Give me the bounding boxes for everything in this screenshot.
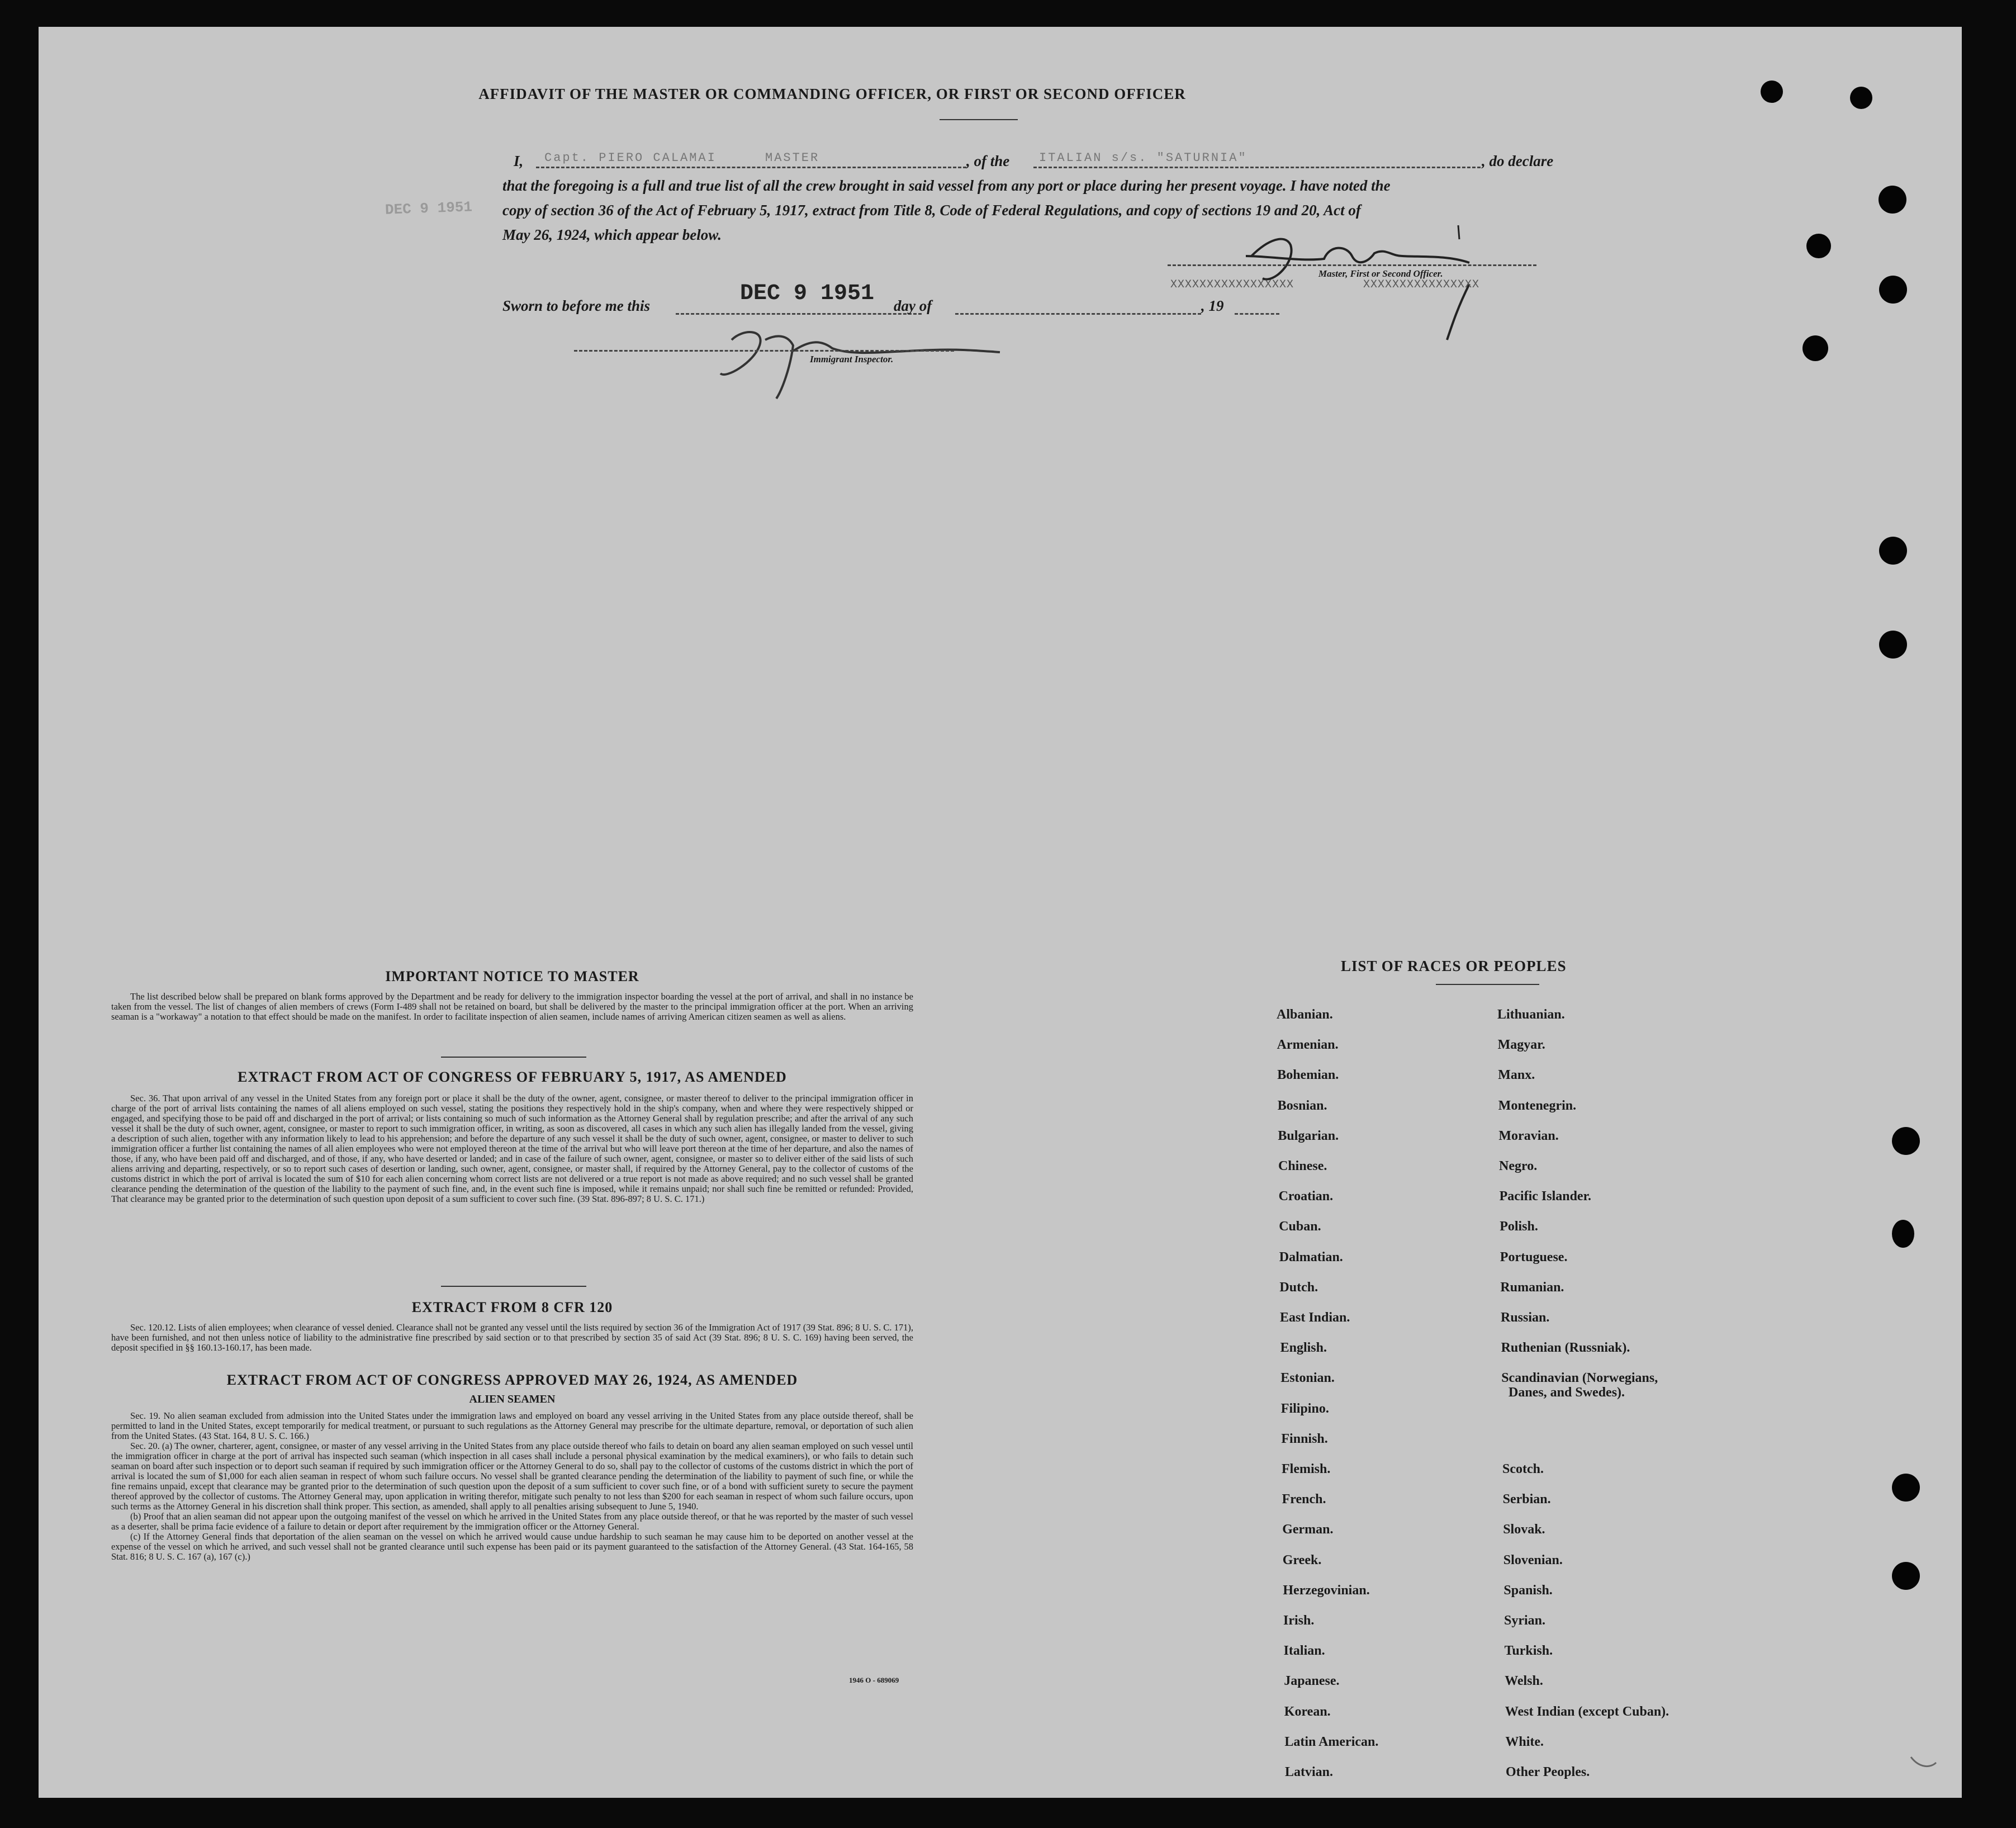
extract-cfr-body xyxy=(111,1323,913,1353)
notice-body xyxy=(111,992,913,1022)
race-item: Welsh. xyxy=(1505,1674,1543,1689)
sec-20a-paragraph: Sec. 20. (a) The owner, charterer, agent, consignee, or master of any vessel arriving in the United States from any place outside thereof who fails to detain on board any alien seaman employed on such vessel until the immigration officer in charge at the port of arrival has inspected such seaman (which inspection in all cases shall include a personal physical examination by the medical examiners), or who fails to detain such seaman on board after such inspection or to deport such seaman if required by such immigration officer or the Attorney General to do so, shall pay to the collector of customs of the customs district in which the port of arrival is located the sum of $1,000 for each alien seaman in respect of whom such failure occurs. No vessel shall be granted clearance pending the determination of the liability to payment of such fine, or while the fine remains unpaid, except that clearance may be granted prior to the determination of such question upon the deposit of a sum sufficient to cover such fine, or of a bond with sufficient surety to secure the payment thereof approved by the collector of customs. The Attorney General may, upon application in writing therefor, mitigate such penalty to not less than $200 for each seaman in respect of whom such failure occurs, upon such terms as the Attorney General in his discretion shall think proper. This section, as amended, shall apply to all penalties arising subsequent to June 5, 1940. xyxy=(111,1441,913,1512)
race-item: Bosnian. xyxy=(1277,1098,1327,1113)
race-item: Portuguese. xyxy=(1500,1249,1568,1265)
race-item: Scotch. xyxy=(1502,1462,1544,1476)
race-item: Polish. xyxy=(1500,1219,1538,1234)
extract-1917-body xyxy=(111,1093,913,1204)
race-item: Slovenian. xyxy=(1503,1552,1563,1567)
binder-hole xyxy=(1892,1220,1914,1248)
binder-hole xyxy=(1892,1474,1920,1502)
notice-title: IMPORTANT NOTICE TO MASTER xyxy=(385,968,639,984)
line1-middle: , of the xyxy=(966,153,1010,169)
race-item: Turkish. xyxy=(1504,1644,1553,1659)
race-item: Manx. xyxy=(1498,1068,1535,1083)
faint-date-stamp: DEC 9 1951 xyxy=(385,198,473,219)
race-item: Pacific Islander. xyxy=(1499,1189,1592,1204)
race-item: Dutch. xyxy=(1279,1280,1318,1295)
binder-hole xyxy=(1892,1127,1920,1155)
master-caption: Master, First or Second Officer. xyxy=(1318,268,1443,279)
binder-hole xyxy=(1806,234,1831,258)
affidavit-line2: that the foregoing is a full and true list of all the crew brought in said vessel from any port or place during her present voyage. I have noted the xyxy=(502,177,1391,194)
affidavit-line4: May 26, 1924, which appear below. xyxy=(502,226,722,243)
sec-19-paragraph: Sec. 19. No alien seaman excluded from admission into the United States under the immigration laws and employed on board any vessel arriving in the United States from any place outside thereof, shall be permitted to land in the United States, except temporarily for medical treatment, or pursuant to such regulations as the Attorney General may prescribe for the ultimate departure, removal, or deportation of such alien from the United States. (43 Stat. 164, 8 U. S. C. 166.) xyxy=(111,1410,913,1441)
sworn-date-line xyxy=(676,313,922,315)
race-item: English. xyxy=(1280,1341,1327,1356)
year-prefix: , 19 xyxy=(1201,297,1224,314)
race-item: Dalmatian. xyxy=(1279,1249,1343,1265)
race-item: Flemish. xyxy=(1282,1462,1331,1476)
race-item: Lithuanian. xyxy=(1497,1007,1565,1022)
race-item: Albanian. xyxy=(1277,1007,1333,1022)
extract-cfr-paragraph: Sec. 120.12. Lists of alien employees; when clearance of vessel denied. Clearance shall not be granted any vessel until the lists required by section 36 of the Immigration Act of 1917 (39 Stat. 896; 8 U. S. C. 171), have been furnished, and not then unless notice of liability to the administrative fine prescribed by said section or to that prescribed by section 35 of said Act (39 Stat. 896; 8 U. S. C. 169) having been served, the deposit specified in §§ 160.13-160.17, has been made. xyxy=(111,1322,913,1353)
extract-1924-subtitle: ALIEN SEAMEN xyxy=(469,1393,556,1405)
race-item: Bulgarian. xyxy=(1278,1128,1339,1143)
document-page xyxy=(39,27,1962,1798)
print-code: 1946 O - 689069 xyxy=(849,1676,899,1684)
race-item: Moravian. xyxy=(1498,1128,1559,1143)
race-item: French. xyxy=(1282,1492,1326,1507)
race-item: Serbian. xyxy=(1502,1492,1551,1507)
binder-hole xyxy=(1761,80,1783,103)
extract-cfr-title: EXTRACT FROM 8 CFR 120 xyxy=(411,1299,613,1315)
extract-1917-paragraph: Sec. 36. That upon arrival of any vessel in the United States from any foreign port or place it shall be the duty of the owner, agent, consignee, or master thereof to deliver to the principal immigration officer in charge of the port of arrival lists containing the names of all aliens employed on such vessel, stating the positions they respectively hold in the ship's company, when and where they were respectively shipped or engaged, and specifying those to be paid off and discharged in the port of arrival; or lists containing so much of such information as the Attorney General shall by regulation prescribe; and after the arrival of any such vessel it shall be the duty of such owner, agent, consignee, or master to report to such immigration officer, in writing, as soon as discovered, all cases in which any such alien has illegally landed from the vessel, giving a description of such alien, together with any information likely to lead to his apprehension; and before the departure of any such vessel it shall be the duty of such owner, agent, consignee, or master to deliver to such immigration officer a further list containing the names of all alien employees who were not employed thereon at the time of the arrival but who will leave port thereon at the time of her departure, and also the names of those, if any, who have been paid off and discharged, and of those, if any, who have deserted or landed; and in case of the failure of such owner, agent, consignee, or master so to deliver either of the said lists of such aliens arriving and departing, respectively, or so to report such cases of desertion or landing, such owner, agent, consignee, or master shall, if required by the Attorney General, pay to the collector of customs of the customs district in which the port of arrival is located the sum of $10 for each alien concerning whom correct lists are not delivered or a true report is not made as above required; and no such vessel shall be granted clearance pending the determination of the question of the liability to the payment of such fine, and, in the event such fine is imposed, while it remains unpaid; nor shall such fine be remitted or refunded: Provided, That clearance may be granted prior to the determination of such question upon deposit of a sum sufficient to cover such fine. (39 Stat. 896-897; 8 U. S. C. 171.) xyxy=(111,1093,913,1204)
line1-prefix: I, xyxy=(514,153,524,169)
year-line xyxy=(1235,313,1279,315)
officer-rank: MASTER xyxy=(765,151,820,165)
race-item: Ruthenian (Russniak). xyxy=(1501,1341,1630,1356)
race-item: Estonian. xyxy=(1280,1371,1335,1386)
race-item: German. xyxy=(1282,1522,1334,1537)
race-item: Syrian. xyxy=(1504,1613,1546,1628)
race-item: Greek. xyxy=(1282,1552,1322,1567)
race-item: Latin American. xyxy=(1284,1734,1379,1749)
race-item: Negro. xyxy=(1499,1159,1538,1173)
extract-1924-title: EXTRACT FROM ACT OF CONGRESS APPROVED MAY 26, 1924, AS AMENDED xyxy=(226,1372,798,1388)
sec-20c-paragraph: (c) If the Attorney General finds that deportation of the alien seaman on the vessel on which he arrived would cause undue hardship to such seaman he may cause him to be deported on another vessel at the expense of the vessel on which he arrived, and such vessel shall not be granted clearance until such expense has been paid or its payment guaranteed to the satisfaction of the Attorney General. (43 Stat. 164-165, 58 Stat. 816; 8 U. S. C. 167 (a), 167 (c).) xyxy=(111,1531,913,1562)
title-rule xyxy=(940,119,1018,120)
race-item: Montenegrin. xyxy=(1498,1098,1577,1113)
affidavit-title: AFFIDAVIT OF THE MASTER OR COMMANDING OFFICER, OR FIRST OR SECOND OFFICER xyxy=(478,86,1186,102)
xx-left: XXXXXXXXXXXXXXXXX xyxy=(1170,278,1294,291)
binder-hole xyxy=(1802,335,1828,361)
races-rule xyxy=(1436,984,1539,985)
race-item: Cuban. xyxy=(1279,1219,1321,1234)
race-item: Filipino. xyxy=(1280,1401,1329,1416)
binder-hole xyxy=(1879,276,1907,304)
line1-suffix: , do declare xyxy=(1482,153,1554,169)
officer-line xyxy=(536,167,966,168)
extract-1924-body xyxy=(111,1411,913,1562)
race-item: Finnish. xyxy=(1281,1431,1328,1446)
race-item: Japanese. xyxy=(1284,1674,1340,1689)
binder-hole xyxy=(1879,631,1907,659)
race-item: East Indian. xyxy=(1280,1310,1350,1325)
race-item: Korean. xyxy=(1284,1704,1331,1719)
race-item: Irish. xyxy=(1283,1613,1315,1628)
notice-rule xyxy=(441,1057,586,1058)
race-item: Armenian. xyxy=(1277,1038,1339,1053)
binder-hole xyxy=(1879,537,1907,565)
race-item: Magyar. xyxy=(1497,1038,1545,1053)
binder-hole xyxy=(1892,1562,1920,1590)
month-line xyxy=(955,313,1201,315)
race-item: Croatian. xyxy=(1278,1189,1334,1204)
sec-20b-paragraph: (b) Proof that an alien seaman did not appear upon the outgoing manifest of the vessel on which he arrived in the United States from any place outside thereof, or that he was reported by the master of such vessel as a deserter, shall be prima facie evidence of a failure to detain or deport after requirement by the immigration officer or the Attorney General. xyxy=(111,1511,913,1532)
race-item: Danes, and Swedes). xyxy=(1509,1385,1625,1400)
race-item: Rumanian. xyxy=(1500,1280,1564,1295)
race-item: West Indian (except Cuban). xyxy=(1505,1704,1669,1719)
day-of: day of xyxy=(894,297,932,314)
vessel-line xyxy=(1033,167,1481,168)
inspector-caption: Immigrant Inspector. xyxy=(810,354,894,364)
master-signature-line xyxy=(1168,264,1536,266)
affidavit-line3: copy of section 36 of the Act of February 5, 1917, extract from Title 8, Code of Federal Regulations, and copy of sections 19 and 20, Act of xyxy=(502,202,1361,219)
vessel-name: ITALIAN s/s. "SATURNIA" xyxy=(1039,151,1247,165)
sworn-prefix: Sworn to before me this xyxy=(502,297,651,314)
races-title: LIST OF RACES OR PEOPLES xyxy=(1341,958,1567,974)
sworn-date-stamp: DEC 9 1951 xyxy=(740,281,875,306)
corner-mark xyxy=(1908,1751,1942,1774)
officer-name: Capt. PIERO CALAMAI xyxy=(544,151,717,165)
extract-1917-rule xyxy=(441,1286,586,1287)
race-item: Italian. xyxy=(1283,1644,1325,1659)
race-item: Bohemian. xyxy=(1277,1068,1339,1083)
race-item: White. xyxy=(1505,1734,1544,1749)
race-item: Russian. xyxy=(1501,1310,1550,1325)
race-item: Latvian. xyxy=(1285,1765,1334,1779)
race-item: Spanish. xyxy=(1503,1583,1553,1598)
race-item: Other Peoples. xyxy=(1506,1765,1590,1779)
race-item: Slovak. xyxy=(1503,1522,1545,1537)
inspector-signature-line xyxy=(574,350,954,352)
binder-hole xyxy=(1879,186,1906,214)
notice-paragraph: The list described below shall be prepared on blank forms approved by the Department and be ready for delivery to the immigration inspector boarding the vessel at the port of arrival, and shall in no instance be taken from the vessel. The list of changes of alien members of crews (Form I-489 shall not be retained on board, but shall be delivered by the master to the principal immigration officer at the port. When an arriving seaman is a "workaway" a notation to that effect should be made on the manifest. In order to facilitate inspection of alien seamen, include names of arriving American citizen seamen as well as aliens. xyxy=(111,991,913,1022)
binder-hole xyxy=(1850,87,1872,109)
race-item: Herzegovinian. xyxy=(1283,1583,1370,1598)
xx-right: XXXXXXXXXXXXXXXX xyxy=(1363,278,1480,291)
extract-1917-title: EXTRACT FROM ACT OF CONGRESS OF FEBRUARY 5, 1917, AS AMENDED xyxy=(238,1069,787,1085)
race-item: Scandinavian (Norwegians, xyxy=(1501,1371,1658,1386)
race-item: Chinese. xyxy=(1278,1159,1327,1173)
